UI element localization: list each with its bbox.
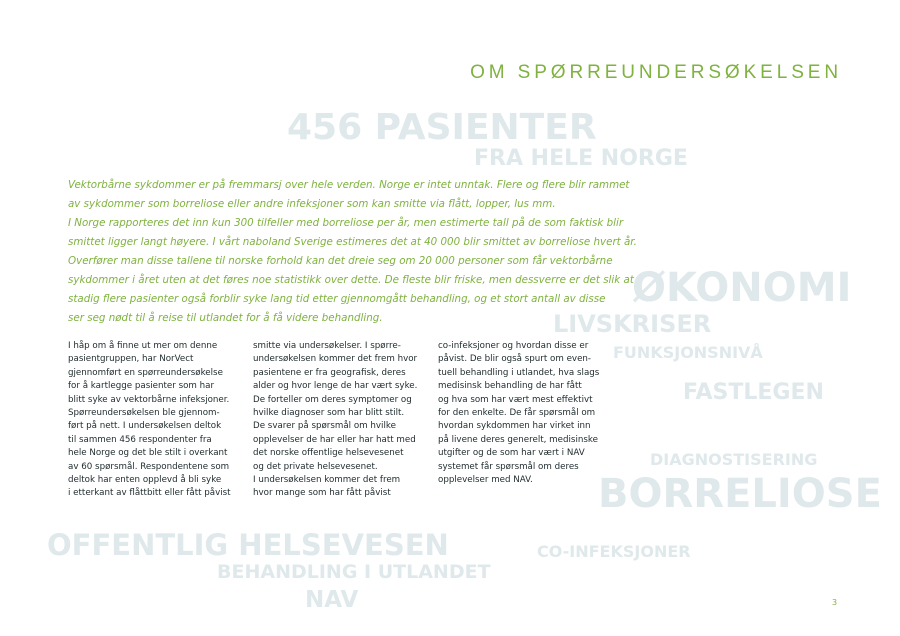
body-line: pasientene er fra geografisk, deres: [253, 367, 406, 378]
body-line: systemet får spørsmål om deres: [438, 461, 579, 472]
bg-word-funksjonsniva: FUNKSJONSNIVÅ: [613, 343, 763, 362]
body-line: til sammen 456 respondenter fra: [68, 434, 212, 445]
intro-line: sykdommer i året uten at det føres noe statistikk over dette. De fleste blir friske, men dessverre er det slik at: [68, 274, 634, 286]
page-heading: OM SPØRREUNDERSØKELSEN: [470, 62, 842, 83]
bg-word-diagnostisering: DIAGNOSTISERING: [650, 450, 818, 469]
body-line: opplevelser med NAV.: [438, 475, 533, 486]
body-line: Spørreundersøkelsen ble gjennom-: [68, 408, 220, 419]
body-line: I undersøkelsen kommer det frem: [253, 475, 401, 486]
body-column-1: [68, 340, 244, 501]
body-column-3: [438, 340, 614, 487]
body-line: i etterkant av flåttbitt eller fått påvist: [68, 488, 231, 499]
body-line: blitt syke av vektorbårne infeksjoner.: [68, 394, 230, 405]
body-line: ført på nett. I undersøkelsen deltok: [68, 421, 222, 432]
body-column-2: [253, 340, 429, 501]
body-line: opplevelser de har eller har hatt med: [253, 434, 416, 445]
intro-line: I Norge rapporteres det inn kun 300 tilfeller med borreliose per år, men estimerte tall på de som faktisk blir: [68, 217, 624, 229]
body-line: på livene deres generelt, medisinske: [438, 434, 598, 445]
body-line: påvist. De blir også spurt om even-: [438, 354, 592, 365]
bg-word-okonomi: ØKONOMI: [632, 265, 852, 311]
intro-line: Vektorbårne sykdommer er på fremmarsj over hele verden. Norge er intet unntak. Flere og flere blir rammet: [68, 179, 630, 191]
body-line: og det private helsevesenet.: [253, 461, 378, 472]
bg-word-borreliose: BORRELIOSE: [598, 471, 882, 517]
page-number: 3: [832, 598, 838, 607]
body-line: tuell behandling i utlandet, hva slags: [438, 367, 600, 378]
intro-line: av sykdommer som borreliose eller andre infeksjoner som kan smitte via flått, lopper, lus mm.: [68, 198, 556, 210]
body-line: hvor mange som har fått påvist: [253, 488, 391, 499]
intro-line: stadig flere pasienter også forblir syke lang tid etter gjennomgått behandling, og et stort antall av disse: [68, 293, 606, 305]
bg-word-offentlig-helsevesen: OFFENTLIG HELSEVESEN: [47, 528, 449, 562]
body-line: utgifter og de som har vært i NAV: [438, 448, 585, 459]
bg-word-fastlegen: FASTLEGEN: [683, 380, 824, 405]
bg-word-livskriser: LIVSKRISER: [553, 310, 712, 338]
body-line: alder og hvor lenge de har vært syke.: [253, 381, 418, 392]
body-line: hele Norge og det ble stilt i overkant: [68, 448, 228, 459]
intro-line: ser seg nødt til å reise til utlandet for å få videre behandling.: [68, 312, 383, 324]
bg-word-co-infeksjoner: CO-INFEKSJONER: [537, 542, 691, 561]
body-line: og hva som har vært mest effektivt: [438, 394, 593, 405]
body-line: smitte via undersøkelser. I spørre-: [253, 341, 401, 351]
body-line: for å kartlegge pasienter som har: [68, 381, 215, 392]
body-line: hvilke diagnoser som har blitt stilt.: [253, 408, 405, 419]
body-line: pasientgruppen, har NorVect: [68, 354, 194, 365]
body-line: gjennomført en spørreundersøkelse: [68, 367, 223, 378]
body-line: det norske offentlige helsevesenet: [253, 448, 404, 459]
body-line: for den enkelte. De får spørsmål om: [438, 408, 596, 419]
intro-line: smittet ligger langt høyere. I vårt naboland Sverige estimeres det at 40 000 blir smittet av borreliose hvert år.: [68, 236, 637, 248]
body-line: medisinsk behandling de har fått: [438, 381, 582, 392]
bg-word-behandling-i-utlandet: BEHANDLING I UTLANDET: [217, 561, 491, 583]
body-line: av 60 spørsmål. Respondentene som: [68, 461, 230, 472]
body-line: undersøkelsen kommer det frem hvor: [253, 354, 418, 365]
bg-word-456-pasienter: 456 PASIENTER: [287, 107, 597, 148]
body-line: I håp om å finne ut mer om denne: [68, 341, 218, 351]
body-line: De forteller om deres symptomer og: [253, 394, 412, 405]
body-line: deltok har enten opplevd å bli syke: [68, 475, 222, 486]
body-line: De svarer på spørsmål om hvilke: [253, 421, 396, 432]
bg-word-fra-hele-norge: FRA HELE NORGE: [474, 146, 688, 171]
body-line: hvordan sykdommen har virket inn: [438, 421, 591, 432]
bg-word-nav: NAV: [305, 587, 359, 613]
intro-paragraph: [68, 176, 637, 328]
intro-line: Overfører man disse tallene til norske forhold kan det dreie seg om 20 000 personer som får vektorbårne: [68, 255, 613, 267]
body-line: co-infeksjoner og hvordan disse er: [438, 341, 589, 351]
